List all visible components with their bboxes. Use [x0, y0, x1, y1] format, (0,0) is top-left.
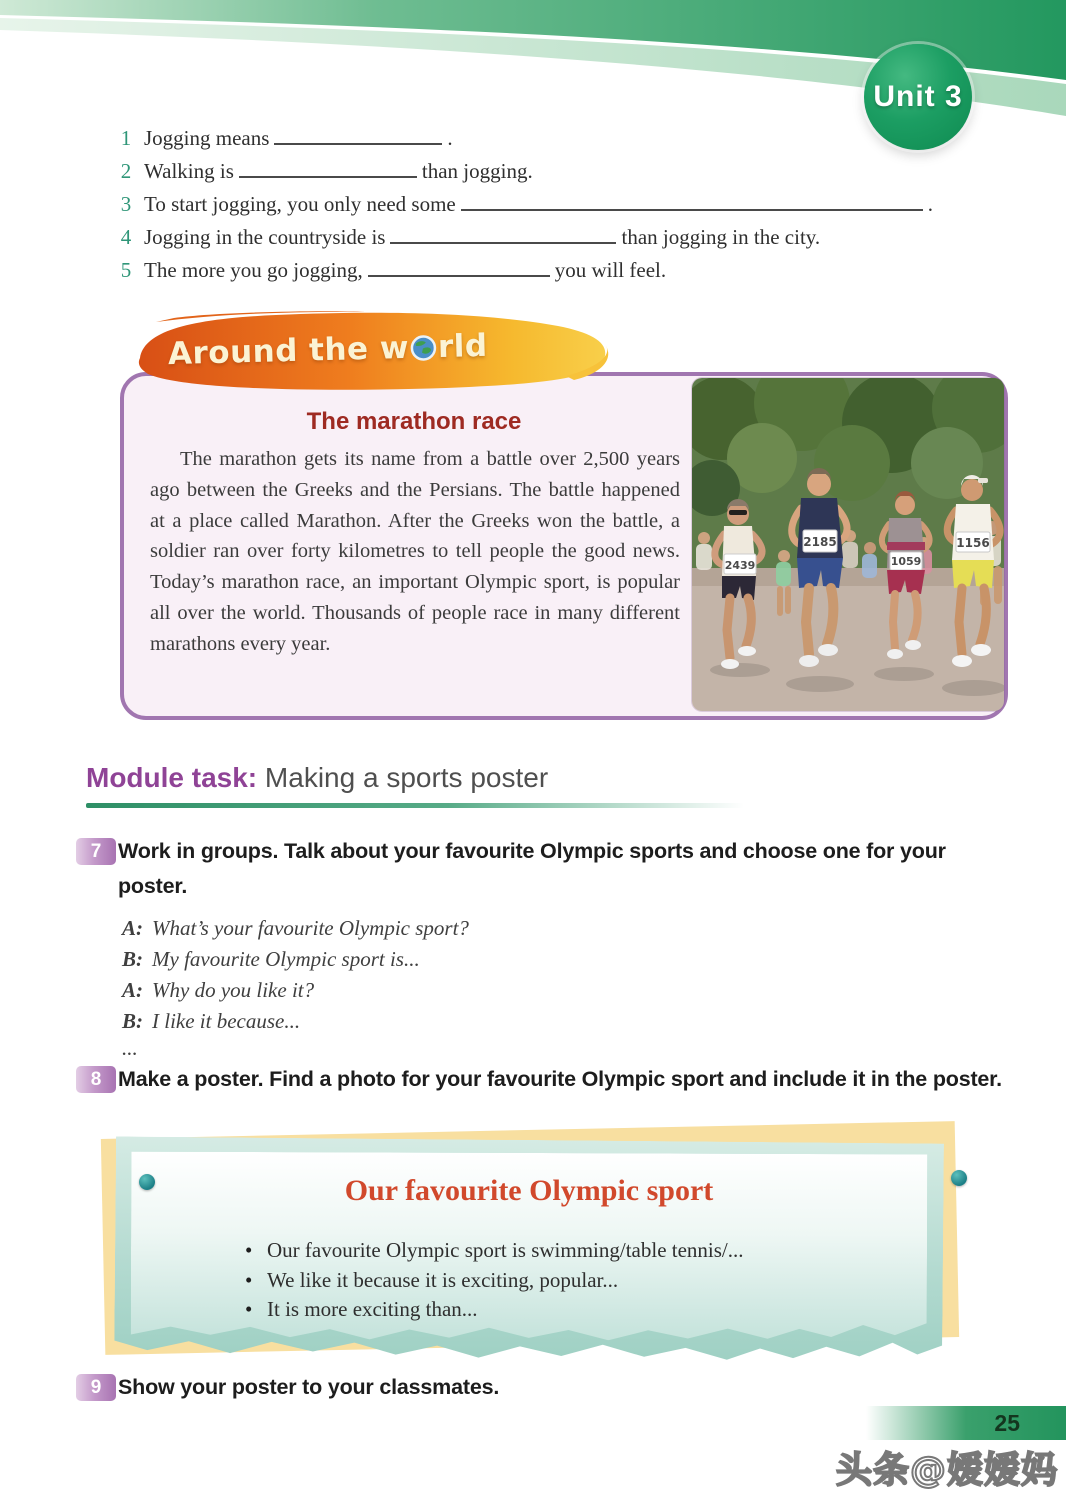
blank-line	[461, 193, 923, 211]
task-number-badge: 9	[76, 1374, 116, 1401]
poster-bullet-text: We like it because it is exciting, popular...	[267, 1267, 619, 1292]
item-text-after: than jogging in the city.	[621, 225, 821, 249]
item-number: 1	[120, 126, 132, 150]
fill-item	[118, 254, 1018, 287]
pin-icon	[951, 1170, 967, 1186]
marathon-article-title: The marathon race	[306, 408, 522, 435]
dialogue-text: Why do you like it?	[152, 978, 315, 1002]
item-text: Walking is	[144, 159, 234, 183]
dialogue-speaker: A:	[122, 916, 143, 940]
item-text-after: .	[447, 126, 453, 150]
dialogue-text: My favourite Olympic sport is...	[152, 947, 420, 971]
fill-item	[118, 188, 1018, 221]
runner-bib: 1156	[956, 536, 990, 550]
dialogue-speaker: B:	[122, 1009, 143, 1033]
dialogue-line	[122, 1006, 469, 1037]
task-instruction: Show your poster to your classmates.	[118, 1375, 500, 1399]
poster-bullet-list	[245, 1236, 744, 1325]
item-text: The more you go jogging,	[144, 258, 363, 282]
blank-line	[390, 226, 616, 244]
item-number: 2	[120, 159, 132, 183]
dialogue-line	[122, 975, 469, 1006]
task-number-badge: 8	[76, 1066, 116, 1093]
dialogue-text: I like it because...	[152, 1009, 301, 1033]
module-task-heading	[86, 762, 548, 794]
item-text: Jogging in the countryside is	[144, 225, 386, 249]
item-number: 3	[120, 192, 132, 216]
dialogue-block	[122, 913, 469, 1059]
runner-bib: 2439	[724, 559, 756, 572]
dialogue-ellipsis: ...	[122, 1036, 138, 1060]
poster-bullet	[245, 1266, 744, 1296]
watermark: 头条@嫒嫒妈	[835, 1450, 1058, 1491]
item-number: 5	[120, 258, 132, 282]
bullet-icon: •	[245, 1297, 253, 1321]
page-number: 25	[994, 1409, 1020, 1436]
dialogue-speaker: A:	[122, 978, 143, 1002]
banner-title	[168, 328, 489, 376]
item-text-after: you will feel.	[554, 258, 667, 282]
item-text: Jogging means	[144, 126, 270, 150]
banner-title-post: rld	[437, 327, 489, 366]
blank-line	[239, 160, 417, 178]
module-task-label: Module task:	[86, 762, 258, 793]
blank-line	[274, 127, 442, 145]
item-text-after: than jogging.	[421, 159, 533, 183]
task-instruction: Make a poster. Find a photo for your favourite Olympic sport and include it in the poster.	[118, 1067, 1002, 1091]
module-task-underline	[86, 803, 744, 808]
fill-item	[118, 221, 1018, 254]
poster-bullet-text: Our favourite Olympic sport is swimming/table tennis/...	[267, 1238, 744, 1262]
page-number-band	[866, 1406, 1066, 1440]
task-instruction: Work in groups. Talk about your favourite Olympic sports and choose one for your poster.	[118, 839, 946, 898]
dialogue-line	[122, 944, 469, 975]
dialogue-text: What’s your favourite Olympic sport?	[152, 916, 469, 940]
marathon-article-body: The marathon gets its name from a battle over 2,500 years ago between the Greeks and the Persians. The battle happened at a place called Marathon. After the Greeks won the battle, a soldier ran over forty kilometres to tell people the good news. Today’s marathon race, an important Olympic sport, is popular all over the world. Thousands of people race in many different marathons every year.	[150, 448, 680, 655]
poster-bullet	[245, 1236, 744, 1266]
runner-bib: 1059	[890, 555, 922, 568]
dialogue-speaker: B:	[122, 947, 143, 971]
globe-icon	[410, 333, 438, 370]
module-task-title: Making a sports poster	[257, 762, 549, 793]
marathon-photo	[692, 378, 1004, 711]
unit-badge-label: Unit 3	[873, 80, 963, 113]
sports-poster	[95, 1126, 965, 1372]
blank-line	[368, 259, 550, 277]
around-the-world-banner	[126, 306, 626, 398]
dialogue-line	[122, 913, 469, 944]
item-number: 4	[120, 225, 132, 249]
item-text: To start jogging, you only need some	[144, 192, 456, 216]
poster-title: Our favourite Olympic sport	[344, 1174, 714, 1207]
bullet-icon: •	[245, 1238, 253, 1262]
poster-bullet-text: It is more exciting than...	[267, 1297, 478, 1321]
fill-exercise-list	[118, 122, 1018, 287]
bullet-icon: •	[245, 1267, 253, 1292]
fill-item	[118, 155, 1018, 188]
runner-bib: 2185	[803, 535, 837, 549]
banner-title-pre: Around the w	[167, 329, 410, 373]
fill-item	[118, 122, 1018, 155]
poster-bullet	[245, 1295, 744, 1325]
item-text-after: .	[927, 192, 933, 216]
task-number-badge: 7	[76, 838, 116, 865]
